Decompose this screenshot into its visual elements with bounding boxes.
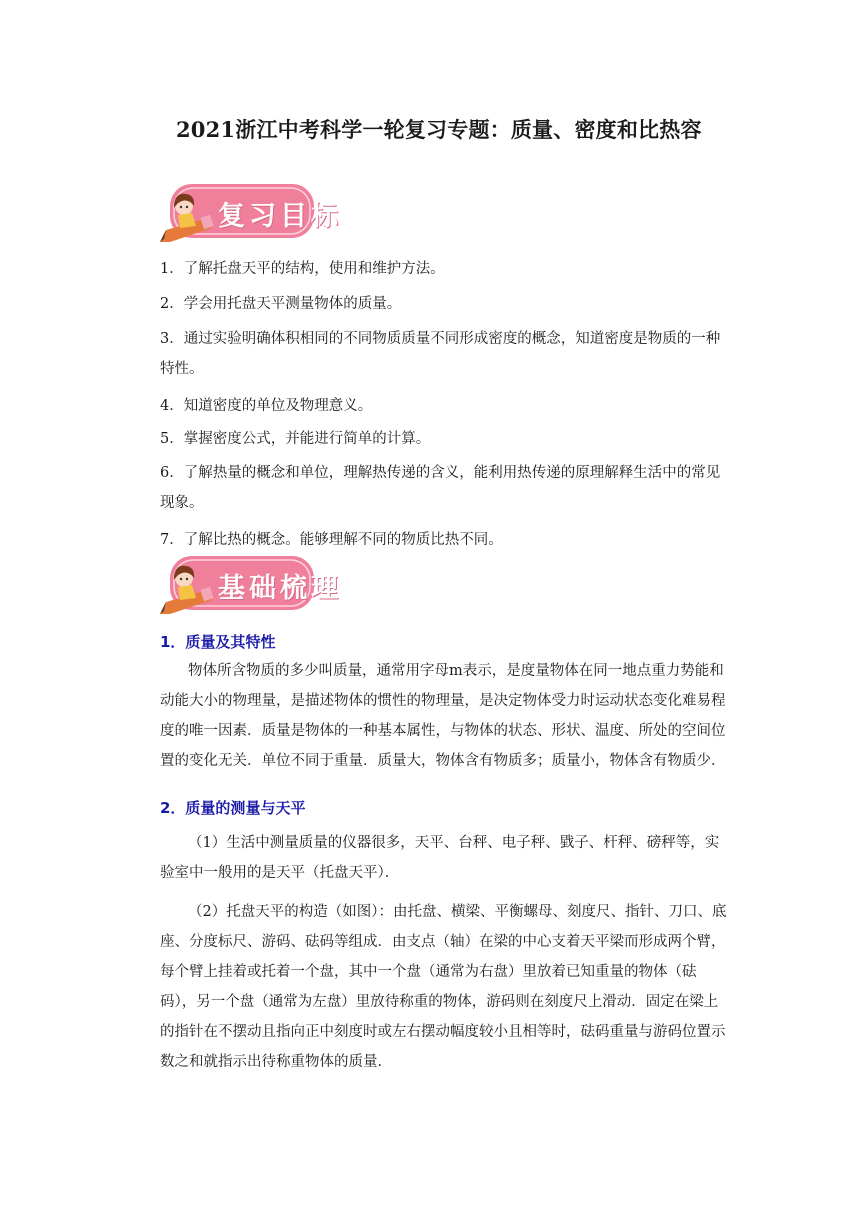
goal-item: 1．了解托盘天平的结构，使用和维护方法。	[160, 261, 445, 277]
section-heading: 2．质量的测量与天平	[160, 799, 306, 817]
goal-item: 6．了解热量的概念和单位，理解热传递的含义，能利用热传递的原理解释生活中的常见现象。	[160, 465, 721, 511]
section-heading: 1．质量及其特性	[160, 633, 276, 651]
basics-banner-label: 基础梳理	[218, 573, 342, 604]
document-title: 2021浙江中考科学一轮复习专题：质量、密度和比热容	[176, 117, 702, 142]
section-paragraph: （1）生活中测量质量的仪器很多，天平、台秤、电子秤、戥子、杆秤、磅秤等，实验室中一般用的是天平（托盘天平）．	[160, 835, 720, 881]
goal-item: 5．掌握密度公式，并能进行简单的计算。	[160, 431, 431, 447]
goal-item: 7．了解比热的概念。能够理解不同的物质比热不同。	[160, 532, 503, 548]
goal-item: 2．学会用托盘天平测量物体的质量。	[160, 296, 402, 312]
goal-item: 3．通过实验明确体积相同的不同物质质量不同形成密度的概念，知道密度是物质的一种特性。	[160, 331, 721, 377]
section-paragraph: 物体所含物质的多少叫质量，通常用字母m表示，是度量物体在同一地点重力势能和动能大小的物理量，是描述物体的惯性的物理量，是决定物体受力时运动状态变化难易程度的唯一因素．质量是物体的一种基本属性，与物体的状态、形状、温度、所处的空间位置的变化无关．单位不同于重量．质量大，物体含有物质多；质量小，物体含有物质少．	[160, 663, 726, 769]
goals-banner-label: 复习目标	[218, 201, 342, 232]
section-paragraph: （2）托盘天平的构造（如图）：由托盘、横梁、平衡螺母、刻度尺、指针、刀口、底座、分度标尺、游码、砝码等组成．由支点（轴）在梁的中心支着天平梁而形成两个臂，每个臂上挂着或托着一个盘，其中一个盘（通常为右盘）里放着已知重量的物体（砝码），另一个盘（通常为左盘）里放待称重的物体，游码则在刻度尺上滑动．固定在梁上的指针在不摆动且指向正中刻度时或左右摆动幅度较小且相等时，砝码重量与游码位置示数之和就指示出待称重物体的质量．	[160, 904, 727, 1070]
goal-item: 4．知道密度的单位及物理意义。	[160, 398, 373, 414]
basics-banner	[156, 554, 342, 620]
goals-banner	[156, 182, 342, 248]
